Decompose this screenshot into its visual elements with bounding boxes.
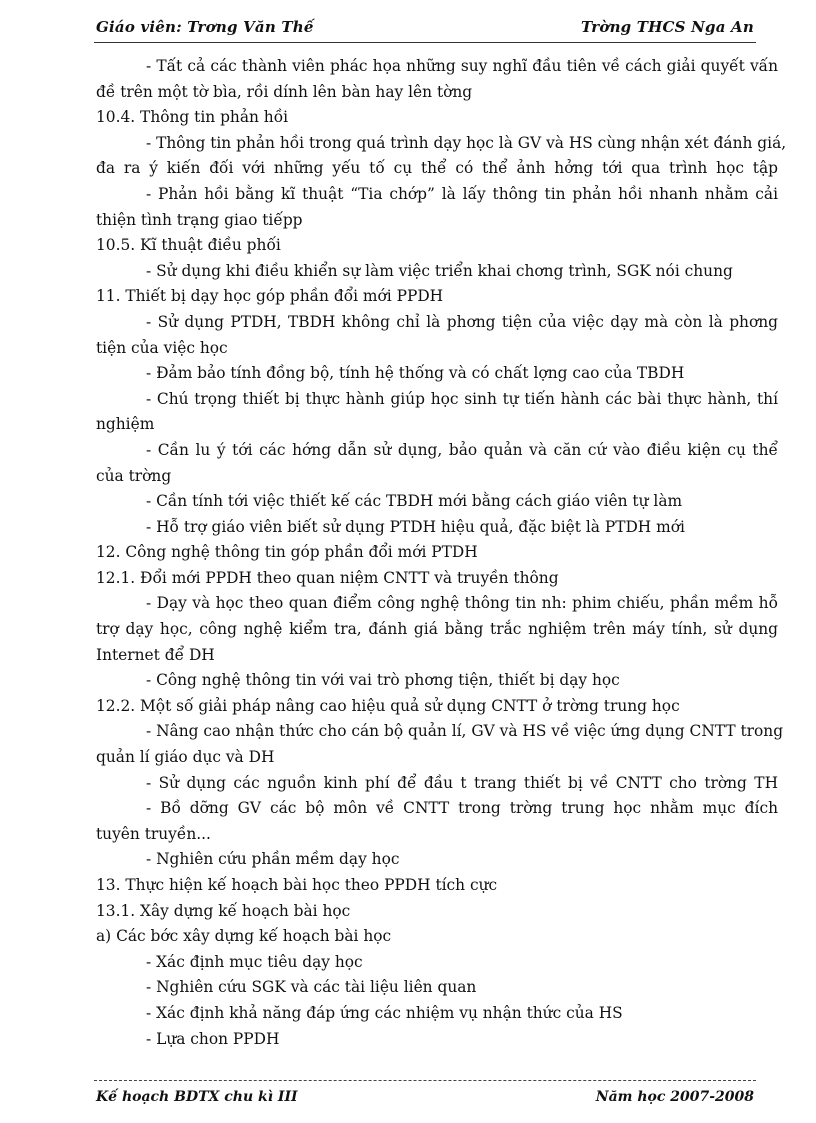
text-line: - Thông tin phản hồi trong quá trình dạy học là GV và HS cùng nhận xét đánh giá,: [146, 133, 787, 152]
text-line: - Xác định khả năng đáp ứng các nhiệm vụ nhận thức của HS: [146, 1003, 623, 1022]
text-line: tiện của việc học: [96, 338, 228, 357]
text-line: - Đảm bảo tính đồng bộ, tính hệ thống và có chất lợng cao của TBDH: [146, 364, 685, 383]
text-line: - Phản hồi bằng kĩ thuật “Tia chớp” là lấy thông tin phản hồi nhanh nhằm cải: [146, 184, 778, 203]
header-teacher: Giáo viên: Trơng Văn Thế: [96, 18, 314, 36]
section-heading: 12.2. Một số giải pháp nâng cao hiệu quả sử dụng CNTT ở trờng trung học: [96, 696, 680, 715]
section-heading: 11. Thiết bị dạy học góp phần đổi mới PPDH: [96, 287, 444, 306]
section-heading: 10.4. Thông tin phản hồi: [96, 108, 289, 127]
text-line: - Sử dụng các nguồn kinh phí để đầu t trang thiết bị về CNTT cho trờng TH: [146, 773, 778, 792]
text-line: tuyên truyền...: [96, 824, 211, 843]
text-line: - Tất cả các thành viên phác họa những suy nghĩ đầu tiên về cách giải quyết vấn: [146, 57, 778, 75]
section-heading: 13. Thực hiện kế hoạch bài học theo PPDH tích cực: [96, 876, 498, 894]
section-heading: 13.1. Xây dựng kế hoạch bài học: [96, 901, 351, 920]
text-line: của trờng: [96, 466, 172, 485]
footer-school-year: Năm học 2007-2008: [595, 1089, 754, 1105]
text-line: nghiệm: [96, 415, 155, 434]
page-header: [94, 16, 756, 43]
section-heading: a) Các bớc xây dựng kế hoạch bài học: [96, 927, 392, 946]
page-footer: [94, 1080, 756, 1111]
text-line: đề trên một tờ bìa, rồi dính lên bàn hay lên tờng: [96, 82, 473, 101]
text-line: quản lí giáo dục và DH: [96, 748, 275, 767]
text-line: - Bồ dỡng GV các bộ môn về CNTT trong trờng trung học nhằm mục đích: [146, 799, 778, 818]
section-heading: 10.5. Kĩ thuật điều phối: [96, 236, 281, 255]
text-line: - Lựa chon PPDH: [146, 1029, 280, 1048]
text-line: - Công nghệ thông tin với vai trò phơng tiện, thiết bị dạy học: [146, 671, 620, 690]
section-heading: 12.1. Đổi mới PPDH theo quan niệm CNTT và truyền thông: [96, 568, 559, 587]
text-line: - Cần lu ý tới các hớng dẫn sử dụng, bảo quản và căn cứ vào điều kiện cụ thể: [146, 440, 778, 459]
footer-plan-title: Kế hoạch BDTX chu kì III: [96, 1089, 298, 1105]
text-line: - Dạy và học theo quan điểm công nghệ thông tin nh: phim chiếu, phần mềm hỗ: [146, 594, 778, 613]
header-school: Trờng THCS Nga An: [580, 18, 754, 36]
document-body: [96, 54, 787, 1052]
section-heading: 12. Công nghệ thông tin góp phần đổi mới PTDH: [96, 543, 478, 562]
text-line: - Nghiên cứu SGK và các tài liệu liên quan: [146, 978, 477, 997]
text-line: - Chú trọng thiết bị thực hành giúp học sinh tự tiến hành các bài thực hành, thí: [146, 389, 778, 408]
text-line: - Cần tính tới việc thiết kế các TBDH mới bằng cách giáo viên tự làm: [146, 492, 683, 511]
text-line: - Xác định mục tiêu dạy học: [146, 952, 363, 971]
text-line: - Hỗ trợ giáo viên biết sử dụng PTDH hiệu quả, đặc biệt là PTDH mới: [146, 517, 685, 536]
text-line: - Sử dụng khi điều khiển sự làm việc triển khai chơng trình, SGK nói chung: [146, 261, 733, 280]
text-line: - Nâng cao nhận thức cho cán bộ quản lí, GV và HS về việc ứng dụng CNTT trong: [146, 722, 784, 741]
text-line: - Nghiên cứu phần mềm dạy học: [146, 850, 400, 869]
text-line: - Sử dụng PTDH, TBDH không chỉ là phơng tiện của việc dạy mà còn là phơng: [146, 312, 778, 331]
text-line: Internet để DH: [96, 645, 215, 664]
text-line: đa ra ý kiến đối với những yếu tố cụ thể có thể ảnh hởng tới qua trình học tập: [96, 159, 778, 178]
text-line: trợ dạy học, công nghệ kiểm tra, đánh giá bằng trắc nghiệm trên máy tính, sử dụng: [96, 620, 778, 639]
text-line: thiện tình trạng giao tiếpp: [96, 210, 303, 229]
